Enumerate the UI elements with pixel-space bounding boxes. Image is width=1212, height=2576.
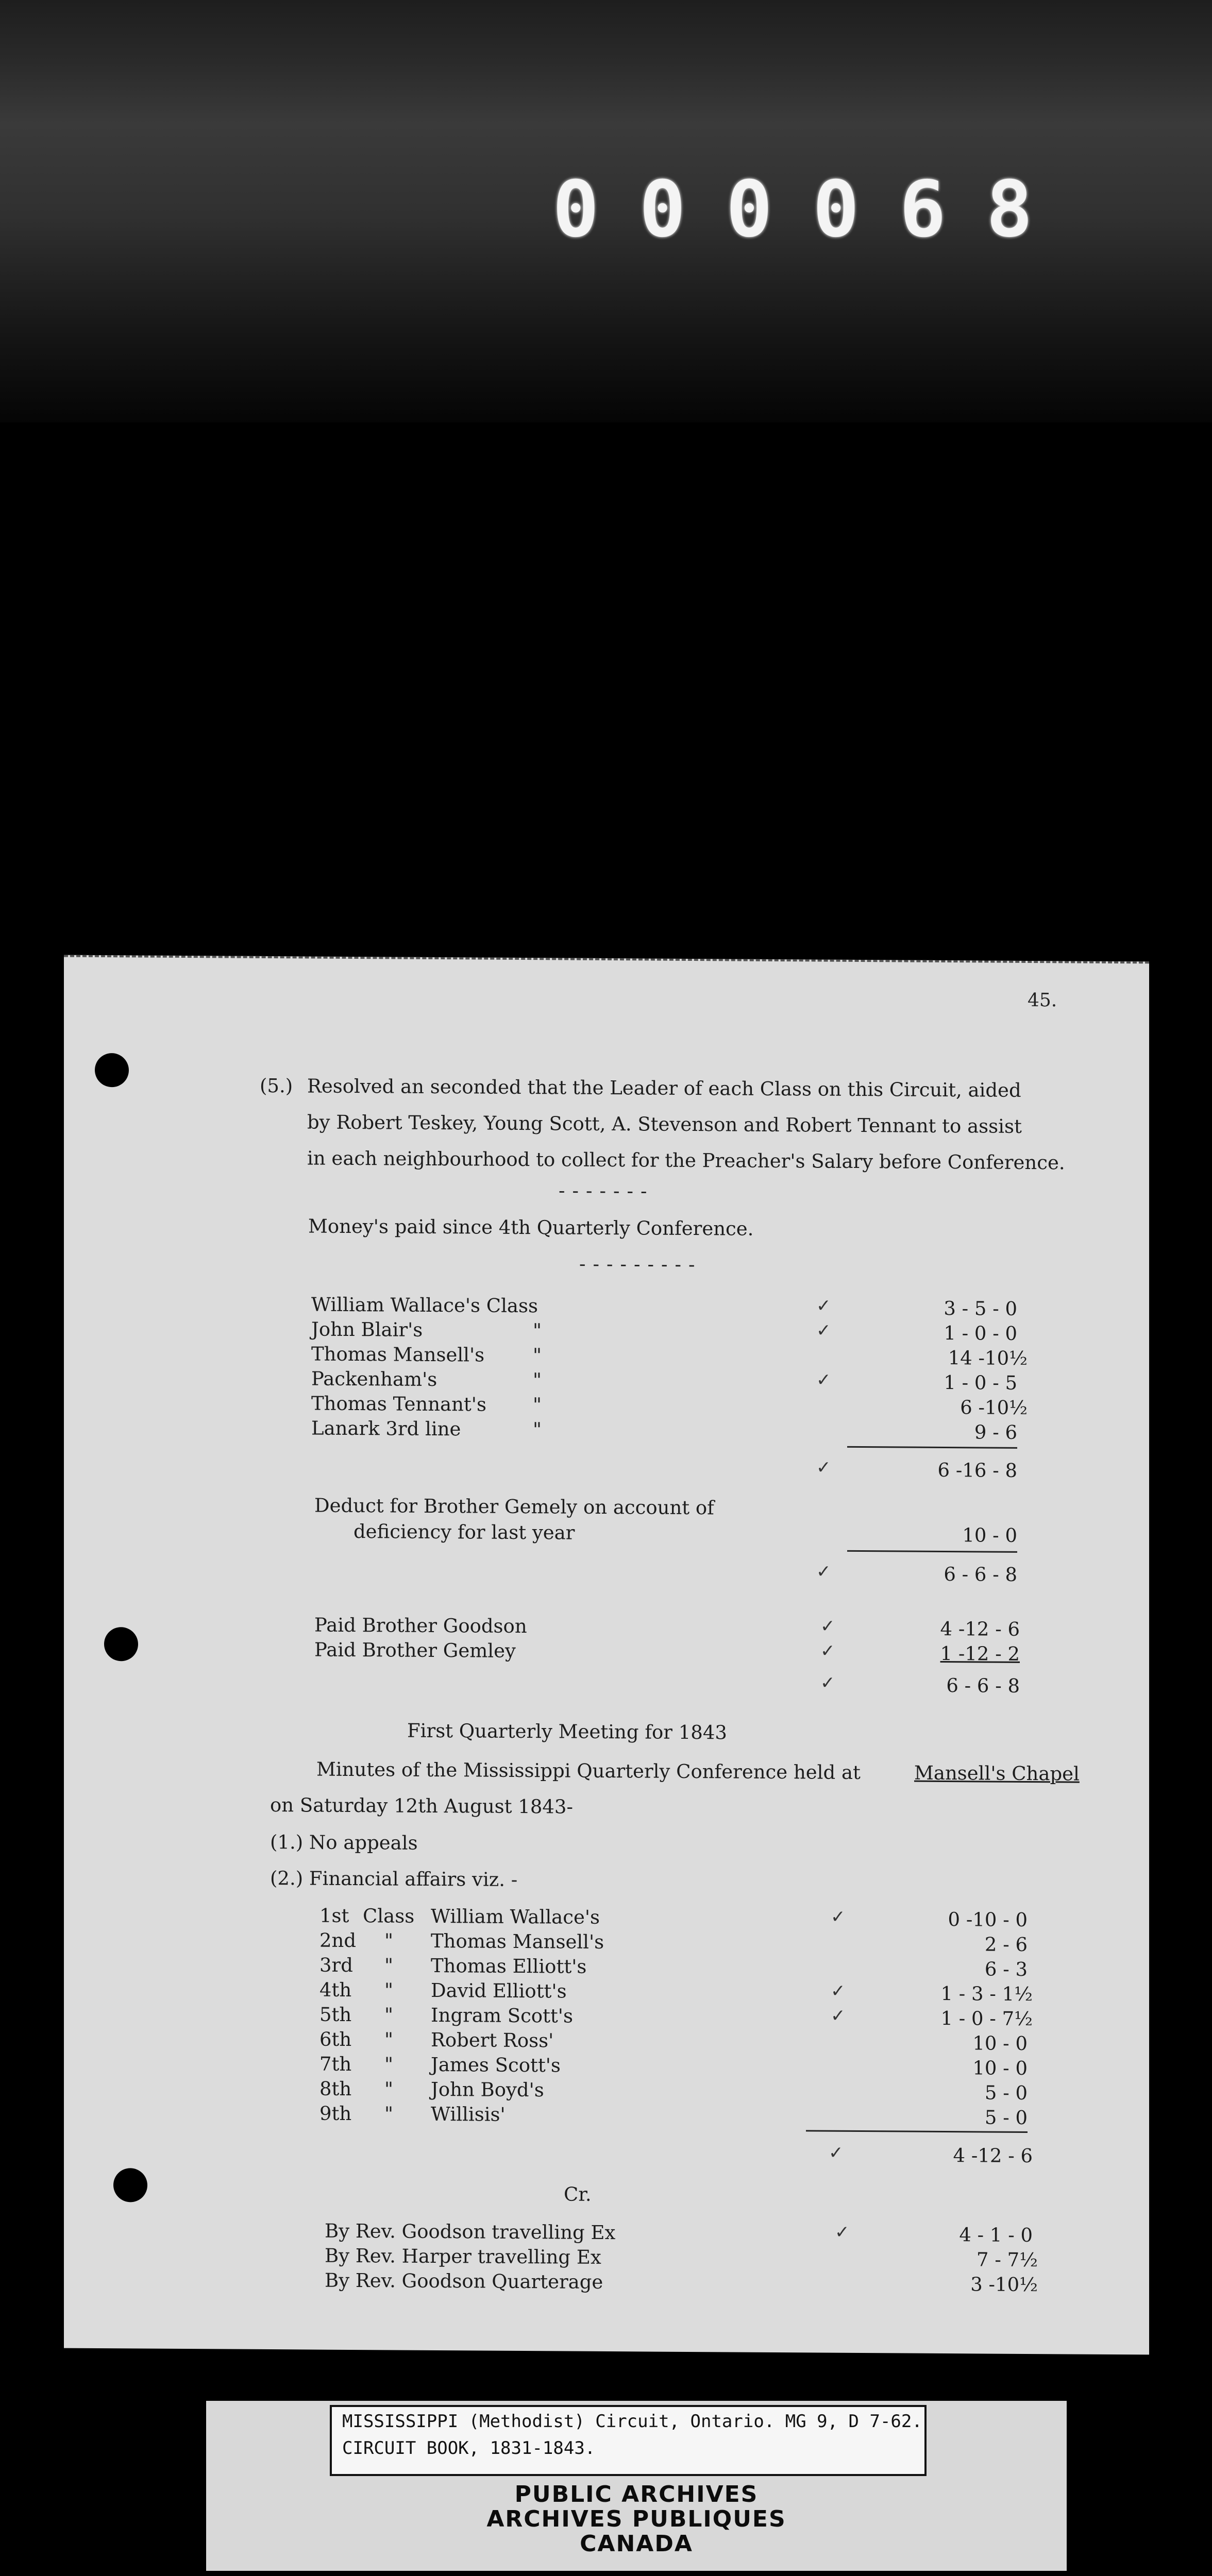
separator: --------- [579, 1252, 702, 1276]
check-mark: ✓ [831, 1906, 846, 1927]
amount: 1 - 0 - 5 [944, 1371, 1017, 1394]
payment-line: Paid Brother Goodson [314, 1614, 527, 1638]
check-mark: ✓ [816, 1561, 831, 1582]
sum-rule [847, 1446, 1017, 1449]
meeting-title: First Quarterly Meeting for 1843 [407, 1719, 727, 1744]
check-mark: ✓ [820, 1640, 835, 1662]
deduct-line: Deduct for Brother Gemely on account of [314, 1494, 714, 1519]
punch-hole [104, 1627, 138, 1661]
amount: 1 - 0 - 0 [944, 1321, 1017, 1345]
class-name: Willisis' [431, 2103, 506, 2126]
classes-total: 4 -12 - 6 [953, 2144, 1033, 2167]
frame-number: 000068 [552, 165, 1073, 255]
deduct-line: deficiency for last year [354, 1520, 575, 1544]
class-name: Thomas Mansell's [311, 1343, 485, 1366]
class-name: William Wallace's Class [311, 1293, 538, 1317]
ditto-mark: " [384, 1979, 394, 2002]
archive-stamp-line: ARCHIVES PUBLIQUES [486, 2506, 786, 2532]
class-name: Thomas Tennant's [311, 1392, 486, 1416]
ditto-mark: " [533, 1418, 542, 1441]
ditto-mark: " [384, 2028, 394, 2051]
class-name: David Elliott's [431, 1979, 567, 2003]
amount: 10 - 0 [972, 2057, 1028, 2079]
amount: 9 - 6 [974, 1421, 1017, 1444]
ditto-mark: " [384, 1954, 394, 1977]
archive-stamp-line: PUBLIC ARCHIVES [514, 2481, 759, 2507]
class-name: John Boyd's [431, 2078, 544, 2102]
punch-hole [95, 1053, 129, 1087]
ditto-mark: " [384, 2004, 394, 2026]
net-amount: 6 - 6 - 8 [944, 1563, 1017, 1586]
payment-amount: 1 -12 - 2 [940, 1642, 1020, 1665]
ditto-mark: " [384, 2078, 394, 2100]
credit-line: By Rev. Goodson travelling Ex [325, 2219, 616, 2244]
punch-hole [113, 2168, 147, 2202]
resolution-number: (5.) [260, 1074, 293, 1097]
minutes-line: Minutes of the Mississippi Quarterly Conference held at [316, 1758, 861, 1784]
amount: 5 - 0 [984, 2081, 1028, 2104]
deduct-amount: 10 - 0 [962, 1524, 1017, 1547]
class-name: William Wallace's [431, 1905, 600, 1928]
archive-stamp-line: CANADA [580, 2531, 693, 2557]
sum-rule [806, 2130, 1028, 2133]
document-page [64, 955, 1149, 2355]
class-name: Thomas Elliott's [431, 1954, 587, 1978]
amount: 0 -10 - 0 [948, 1908, 1028, 1931]
ditto-mark: " [533, 1344, 542, 1367]
class-name: Thomas Mansell's [431, 1929, 604, 1953]
check-mark: ✓ [816, 1457, 831, 1478]
class-ordinal: 8th [319, 2077, 352, 2100]
resolution-line: Resolved an seconded that the Leader of each Class on this Circuit, aided [307, 1075, 1021, 1101]
ditto-mark: " [384, 1929, 394, 1952]
amount: 10 - 0 [972, 2032, 1028, 2055]
class-ordinal: 7th [319, 2053, 352, 2075]
class-name: John Blair's [311, 1318, 423, 1341]
credit-amount: 7 - 7½ [977, 2248, 1038, 2272]
page-number: 45. [1028, 989, 1057, 1011]
payments-total: 6 - 6 - 8 [946, 1674, 1020, 1697]
separator: ------- [559, 1179, 654, 1202]
class-name: Robert Ross' [431, 2028, 554, 2052]
amount: 6 - 3 [984, 1958, 1028, 1980]
ditto-mark: " [384, 2103, 394, 2125]
amount: 5 - 0 [984, 2106, 1028, 2129]
amount: 6 -10½ [960, 1396, 1028, 1419]
class-name: Packenham's [311, 1367, 437, 1391]
resolution-line: by Robert Teskey, Young Scott, A. Stevenson and Robert Tennant to assist [307, 1111, 1022, 1138]
class-label: Class [363, 1905, 415, 1927]
check-mark: ✓ [831, 1980, 846, 2002]
minutes-line: on Saturday 12th August 1843- [270, 1794, 573, 1818]
class-ordinal: 6th [319, 2028, 352, 2050]
check-mark: ✓ [816, 1320, 831, 1341]
class-ordinal: 5th [319, 2003, 352, 2026]
ditto-mark: " [384, 2053, 394, 2076]
amount: 2 - 6 [984, 1933, 1028, 1956]
archive-label-line: MISSISSIPPI (Methodist) Circuit, Ontario. MG 9, D 7-62. [342, 2411, 922, 2432]
check-mark: ✓ [835, 2222, 850, 2243]
check-mark: ✓ [816, 1295, 831, 1316]
payment-line: Paid Brother Gemley [314, 1638, 516, 1662]
check-mark: ✓ [831, 2005, 846, 2026]
class-ordinal: 2nd [319, 1929, 357, 1952]
amount: 1 - 3 - 1½ [940, 1982, 1033, 2006]
check-mark: ✓ [820, 1672, 835, 1693]
payment-amount: 4 -12 - 6 [940, 1617, 1020, 1640]
check-mark: ✓ [816, 1369, 831, 1391]
meeting-place: Mansell's Chapel [914, 1761, 1080, 1785]
subtotal: 6 -16 - 8 [937, 1459, 1017, 1482]
class-name: Ingram Scott's [431, 2004, 573, 2027]
ditto-mark: " [533, 1319, 542, 1342]
class-ordinal: 4th [319, 1978, 352, 2001]
class-name: Lanark 3rd line [311, 1417, 461, 1440]
class-ordinal: 1st [319, 1904, 349, 1927]
archive-label-line: CIRCUIT BOOK, 1831-1843. [342, 2438, 596, 2459]
section-heading: Money's paid since 4th Quarterly Conference. [308, 1215, 754, 1240]
class-ordinal: 3rd [319, 1954, 353, 1976]
class-name: James Scott's [431, 2053, 561, 2077]
credit-line: By Rev. Harper travelling Ex [325, 2244, 601, 2268]
check-mark: ✓ [829, 2142, 844, 2163]
amount: 14 -10½ [948, 1347, 1028, 1369]
agenda-item: (2.) Financial affairs viz. - [270, 1867, 518, 1891]
credit-heading: Cr. [564, 2183, 592, 2206]
class-ordinal: 9th [319, 2102, 352, 2125]
credit-line: By Rev. Goodson Quarterage [325, 2269, 603, 2293]
ditto-mark: " [533, 1369, 542, 1392]
credit-amount: 4 - 1 - 0 [959, 2224, 1033, 2247]
ditto-mark: " [533, 1394, 542, 1416]
check-mark: ✓ [820, 1616, 835, 1637]
resolution-line: in each neighbourhood to collect for the Preacher's Salary before Conference. [307, 1147, 1065, 1174]
sum-rule [847, 1550, 1017, 1553]
agenda-item: (1.) No appeals [270, 1831, 418, 1854]
amount: 3 - 5 - 0 [944, 1297, 1017, 1320]
credit-amount: 3 -10½ [970, 2273, 1038, 2296]
amount: 1 - 0 - 7½ [940, 2007, 1033, 2030]
